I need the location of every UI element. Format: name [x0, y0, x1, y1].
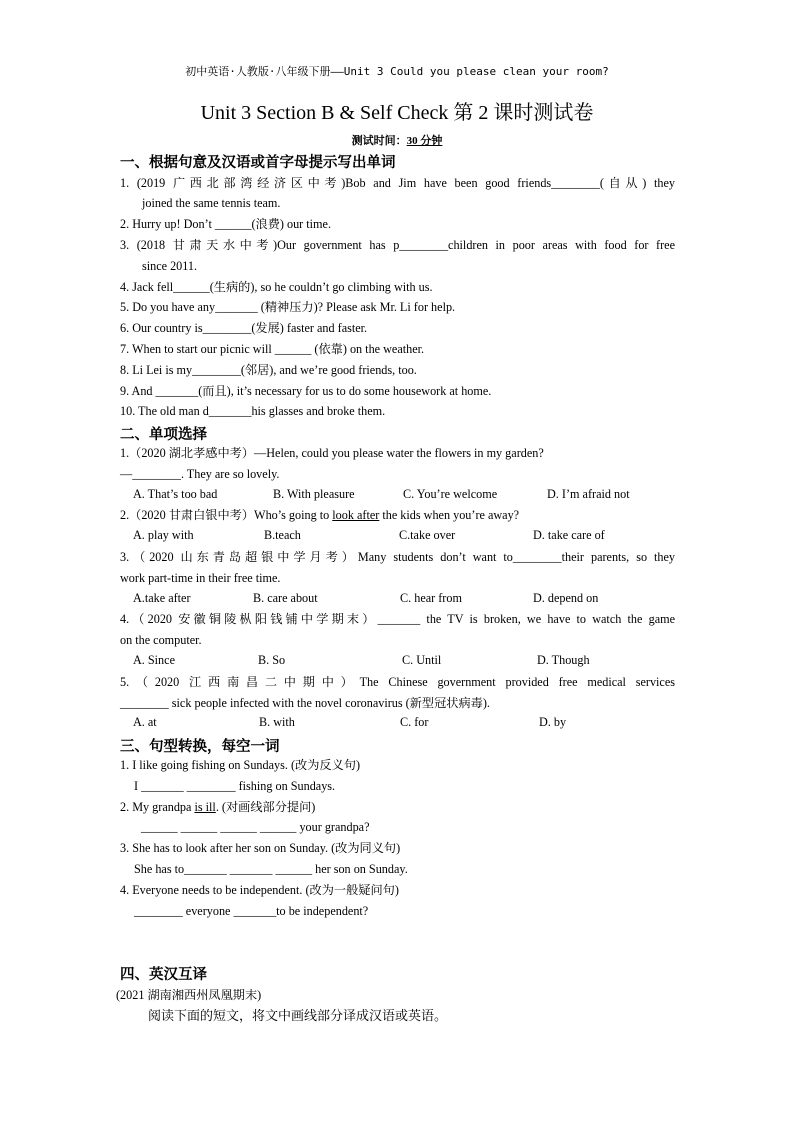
- s3-question: 4. Everyone needs to be independent. (改为一般疑问句): [120, 883, 399, 897]
- option: C. Until: [402, 653, 442, 667]
- section4-instruction: 阅读下面的短文，将文中画线部分译成汉语或英语。: [148, 1008, 448, 1023]
- page-header: 初中英语·人教版·八年级下册——Unit 3 Could you please clean your room?: [185, 65, 609, 78]
- q-text: the kids when you’re away?: [379, 508, 520, 522]
- q-line: work part-time in their free time.: [120, 571, 281, 585]
- s1-line: since 2011.: [142, 259, 198, 273]
- s1-line: 9. And _______(而且), it’s necessary for us to do some housework at home.: [120, 384, 492, 398]
- section4-source: (2021 湖南湘西州凤凰期末): [116, 988, 262, 1002]
- s1-line: 3. (2018 甘肃天水中考)Our government has p________children in poor areas with food for free: [120, 238, 675, 252]
- section1-heading: 一、根据句意及汉语或首字母提示写出单词: [120, 155, 396, 171]
- option: D. depend on: [533, 591, 599, 605]
- test-time: [0, 132, 794, 148]
- test-time-label: 测试时间：: [351, 135, 407, 147]
- s1-line: 4. Jack fell______(生病的), so he couldn’t go climbing with us.: [120, 280, 433, 294]
- q-line: 1.（2020 湖北孝感中考）—Helen, could you please water the flowers in my garden?: [120, 446, 544, 460]
- s1-line: joined the same tennis team.: [142, 196, 281, 210]
- q-line: 5.（2020 江西南昌二中期中）The Chinese government provided free medical services: [120, 675, 675, 689]
- s3-answer: ________ everyone _______to be independent?: [134, 904, 369, 918]
- option: C.take over: [399, 528, 456, 542]
- option: C. hear from: [400, 591, 462, 605]
- option: A. That’s too bad: [133, 487, 218, 501]
- option: A. play with: [133, 528, 194, 542]
- option: D. take care of: [533, 528, 605, 542]
- q-line: [120, 507, 675, 523]
- option: B. With pleasure: [273, 487, 355, 501]
- q-line: —________. They are so lovely.: [120, 467, 280, 481]
- option: B. care about: [253, 591, 318, 605]
- option: B.teach: [264, 528, 301, 542]
- s3-answer: I _______ ________ fishing on Sundays.: [134, 779, 336, 793]
- q-line: ________ sick people infected with the novel coronavirus (新型冠状病毒).: [120, 696, 490, 710]
- option: D. Though: [537, 653, 590, 667]
- q-line: 3.（2020 山东青岛超银中学月考）Many students don’t want to________their parents, so they: [120, 550, 675, 564]
- s1-line: 2. Hurry up! Don’t ______(浪费) our time.: [120, 217, 331, 231]
- options-row: [133, 528, 693, 544]
- section3-heading: 三、句型转换，每空一词: [120, 739, 280, 755]
- options-row: [133, 591, 693, 607]
- s1-line: 5. Do you have any_______ (精神压力)? Please ask Mr. Li for help.: [120, 300, 456, 314]
- q-text: 2. My grandpa: [120, 800, 195, 814]
- options-row: [133, 653, 693, 669]
- option: A. Since: [133, 653, 175, 667]
- section4-heading: 四、英汉互译: [120, 967, 207, 983]
- underlined-phrase: look after: [332, 508, 380, 522]
- option: A. at: [133, 715, 157, 729]
- test-time-value: 30 分钟: [406, 135, 443, 147]
- page-title: Unit 3 Section B & Self Check 第 2 课时测试卷: [200, 102, 594, 124]
- q-line: 4.（2020 安徽铜陵枞阳钱铺中学期末）_______ the TV is broken, we have to watch the game: [120, 612, 675, 626]
- s3-answer: She has to_______ _______ ______ her son on Sunday.: [134, 862, 408, 876]
- q-line: on the computer.: [120, 633, 202, 647]
- s3-question: 1. I like going fishing on Sundays. (改为反义句): [120, 758, 361, 772]
- options-row: [133, 715, 693, 731]
- option: B. with: [259, 715, 295, 729]
- option: D. by: [539, 715, 567, 729]
- option: C. for: [400, 715, 429, 729]
- s3-answer: ______ ______ ______ ______ your grandpa?: [141, 820, 370, 834]
- option: C. You’re welcome: [403, 487, 498, 501]
- q-text: 2.（2020 甘肃白银中考）Who’s going to: [120, 508, 333, 522]
- option: B. So: [258, 653, 286, 667]
- options-row: [133, 487, 693, 503]
- option: D. I’m afraid not: [547, 487, 630, 501]
- s1-line: 10. The old man d_______his glasses and broke them.: [120, 404, 386, 418]
- option: A.take after: [133, 591, 191, 605]
- s3-question: [120, 799, 675, 815]
- section2-heading: 二、单项选择: [120, 427, 207, 443]
- underlined-phrase: is ill: [194, 800, 216, 814]
- s3-question: 3. She has to look after her son on Sunday. (改为同义句): [120, 841, 401, 855]
- s1-line: 1. (2019 广西北部湾经济区中考)Bob and Jim have been good friends________(自从) they: [120, 176, 675, 190]
- s1-line: 6. Our country is________(发展) faster and faster.: [120, 321, 368, 335]
- s1-line: 7. When to start our picnic will ______ (依靠) on the weather.: [120, 342, 425, 356]
- s1-line: 8. Li Lei is my________(邻居), and we’re good friends, too.: [120, 363, 417, 377]
- q-text: . (对画线部分提问): [215, 800, 316, 814]
